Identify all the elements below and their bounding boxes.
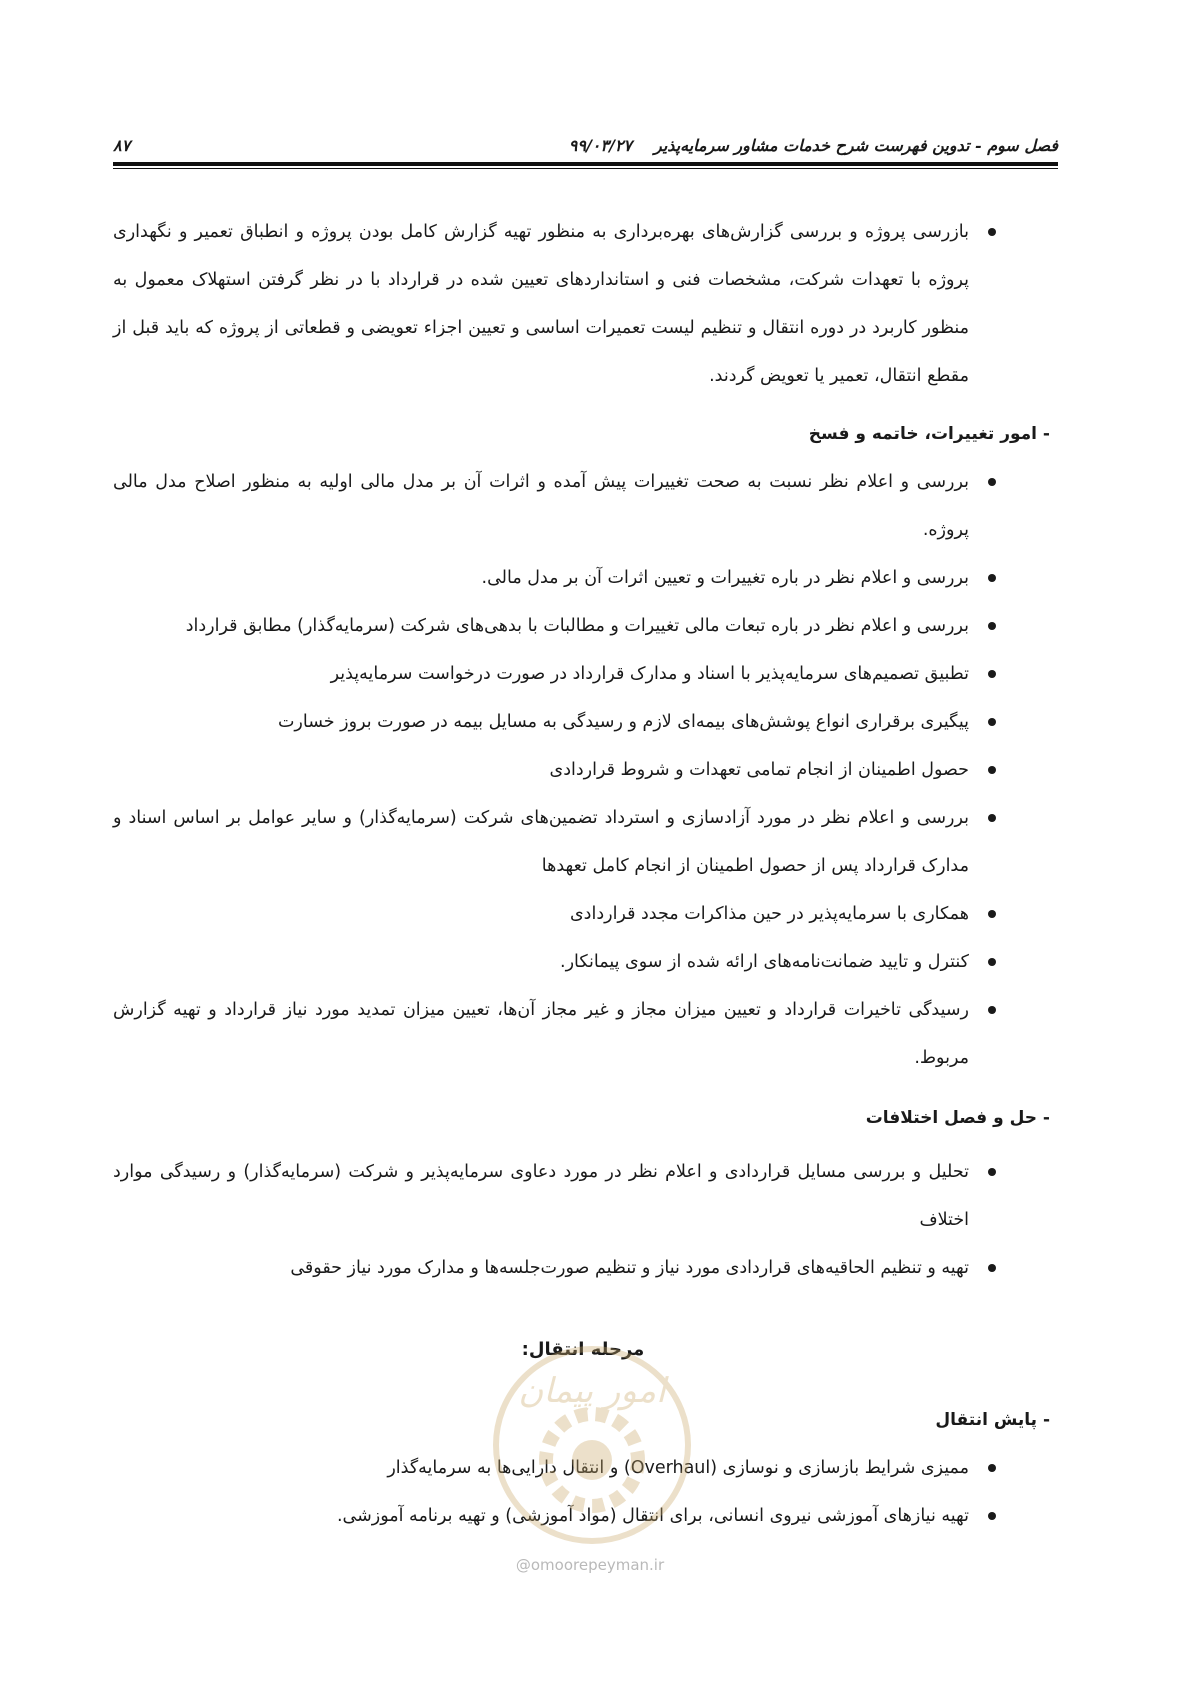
stage-title: مرحله انتقال: xyxy=(521,1339,645,1360)
list-item: حصول اطمینان از انجام تمامی تعهدات و شروط قراردادی xyxy=(113,746,1053,794)
header-rule-thin xyxy=(113,168,1058,169)
list-item: تهیه نیازهای آموزشی نیروی انسانی، برای انتقال (مواد آموزشی) و تهیه برنامه آموزشی. xyxy=(113,1492,1053,1540)
running-title xyxy=(569,136,1058,155)
header-date: ۹۹/۰۳/۲۷ xyxy=(568,135,633,155)
list-item: کنترل و تایید ضمانت‌نامه‌های ارائه شده از سوی پیمانکار. xyxy=(113,938,1053,986)
disputes-bullet-list xyxy=(113,1148,1053,1292)
list-item: ممیزی شرایط بازسازی و نوسازی (Overhaul) و انتقال دارایی‌ها به سرمایه‌گذار xyxy=(113,1444,1053,1492)
list-item: تحلیل و بررسی مسایل قراردادی و اعلام نظر در مورد دعاوی سرمایه‌پذیر و شرکت (سرمایه‌گذار) و رسیدگی موارد اختلاف xyxy=(113,1148,1053,1244)
watermark-logo xyxy=(487,1340,697,1550)
list-item: بررسی و اعلام نظر در باره تغییرات و تعیین اثرات آن بر مدل مالی. xyxy=(113,554,1053,602)
watermark-website: @omoorepeyman.ir xyxy=(515,1556,665,1574)
list-item: تطبیق تصمیم‌های سرمایه‌پذیر با اسناد و مدارک قرارداد در صورت درخواست سرمایه‌پذیر xyxy=(113,650,1053,698)
changes-bullet-list xyxy=(113,458,1053,1082)
page-number: ۸۷ xyxy=(113,135,131,155)
list-item: بررسی و اعلام نظر در باره تبعات مالی تغییرات و مطالبات با بدهی‌های شرکت (سرمایه‌گذار) مطابق قرارداد xyxy=(113,602,1053,650)
list-item: بازرسی پروژه و بررسی گزارش‌های بهره‌برداری به منظور تهیه گزارش کامل بودن پروژه و انطباق تعمیر و نگهداری پروژه با تعهدات شرکت، مشخصات فنی و استانداردهای تعیین شده در قرارداد با در نظر گرفتن استهلاک معمول به منظور کاربرد در دوره انتقال و تنظیم لیست تعمیرات اساسی و تعیین اجزاء تعویضی و قطعاتی از پروژه که باید قبل از مقطع انتقال، تعمیر یا تعویض گردند. xyxy=(113,208,1053,400)
intro-bullet-list xyxy=(113,208,1053,400)
list-item: تهیه و تنظیم الحاقیه‌های قراردادی مورد نیاز و تنظیم صورت‌جلسه‌ها و مدارک مورد نیاز حقوقی xyxy=(113,1244,1053,1292)
chapter-title: فصل سوم - تدوین فهرست شرح خدمات مشاور سرمایه‌پذیر xyxy=(654,135,1058,155)
header-rule-thick xyxy=(113,162,1058,166)
list-item: بررسی و اعلام نظر نسبت به صحت تغییرات پیش آمده و اثرات آن بر مدل مالی اولیه به منظور اصلاح مدل مالی پروژه. xyxy=(113,458,1053,554)
page-header xyxy=(113,128,1058,162)
section-heading-changes: - امور تغییرات، خاتمه و فسخ xyxy=(808,424,1050,444)
list-item: بررسی و اعلام نظر در مورد آزادسازی و استرداد تضمین‌های شرکت (سرمایه‌گذار) و سایر عوامل بر اساس اسناد و مدارک قرارداد پس از حصول اطمینان از انجام کامل تعهدها xyxy=(113,794,1053,890)
list-item: همکاری با سرمایه‌پذیر در حین مذاکرات مجدد قراردادی xyxy=(113,890,1053,938)
watermark-logo-text: امور پیمان xyxy=(518,1371,666,1411)
list-item: پیگیری برقراری انواع پوشش‌های بیمه‌ای لازم و رسیدگی به مسایل بیمه در صورت بروز خسارت xyxy=(113,698,1053,746)
list-item: رسیدگی تاخیرات قرارداد و تعیین میزان مجاز و غیر مجاز آن‌ها، تعیین میزان تمدید مورد نیاز قرارداد و تهیه گزارش مربوط. xyxy=(113,986,1053,1082)
section-heading-disputes: - حل و فصل اختلافات xyxy=(865,1108,1050,1128)
gear-hub-icon xyxy=(572,1440,612,1480)
section-heading-transfer-monitoring: - پایش انتقال xyxy=(935,1410,1050,1430)
